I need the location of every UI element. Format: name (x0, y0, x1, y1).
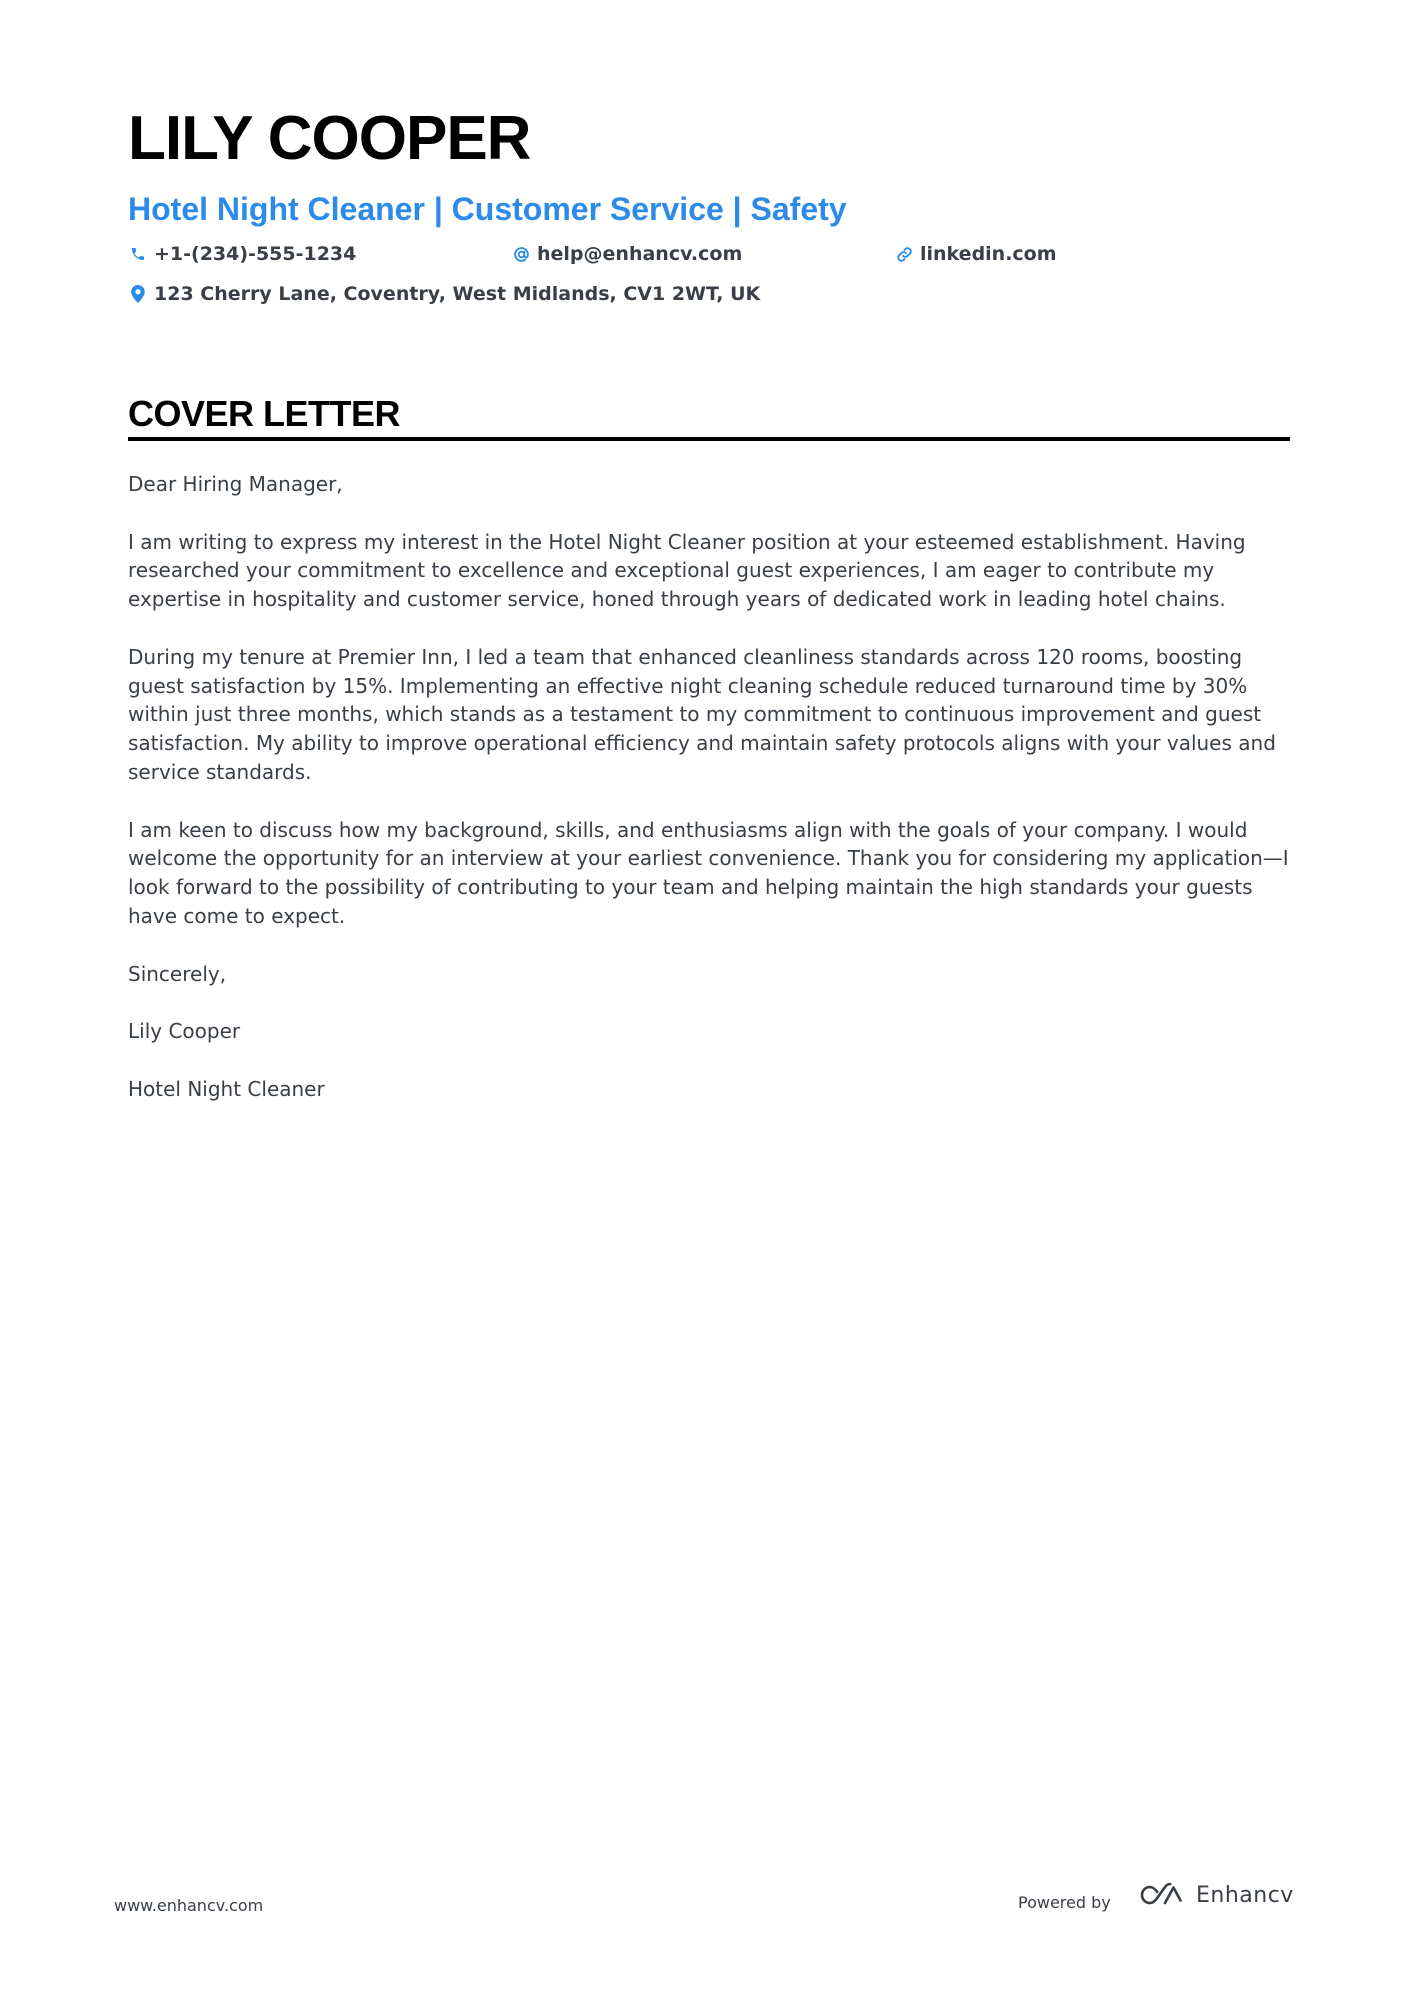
letter-salutation: Dear Hiring Manager, (128, 472, 343, 496)
powered-by-label: Powered by (1018, 1893, 1111, 1912)
section-divider (128, 437, 1290, 441)
candidate-name: LILY COOPER (128, 104, 531, 173)
letter-paragraph: I am writing to express my interest in the Hotel Night Cleaner position at your esteemed establishment. Having researched your commitment to excellence and exceptional guest experiences, I am eager to contribute my expertise in hospitality and customer service, honed through years of dedicated work in leading hotel chains. (128, 529, 1246, 612)
link-icon (894, 244, 914, 264)
candidate-headline: Hotel Night Cleaner | Customer Service | Safety (128, 191, 847, 227)
footer-website[interactable]: www.enhancv.com (114, 1896, 264, 1915)
signature-name: Lily Cooper (128, 1019, 241, 1044)
contact-email (511, 243, 742, 265)
letter-paragraph: I am keen to discuss how my background, skills, and enthusiasms align with the goals of your company. I would welcome the opportunity for an interview at your earliest convenience. Thank you for considering my application—I look forward to the possibility of contributing to your team and helping maintain the high standards your guests have come to expect. (128, 817, 1289, 928)
phone-icon (128, 244, 148, 264)
at-icon (511, 244, 531, 264)
signature-title: Hotel Night Cleaner (128, 1076, 325, 1101)
letter-closing: Sincerely, (128, 961, 227, 986)
brand-name: Enhancv (1196, 1882, 1294, 1908)
contact-linkedin (894, 243, 1057, 265)
contact-linkedin-text[interactable]: linkedin.com (920, 243, 1057, 265)
contact-address (128, 283, 760, 305)
enhancv-logo-icon (1138, 1882, 1184, 1908)
contact-address-text: 123 Cherry Lane, Coventry, West Midlands, CV1 2WT, UK (154, 283, 761, 305)
location-pin-icon (128, 284, 148, 304)
letter-paragraph: During my tenure at Premier Inn, I led a team that enhanced cleanliness standards across 120 rooms, boosting guest satisfaction by 15%. Implementing an effective night cleaning schedule reduced turnaround time by 30% within just three months, which stands as a testament to my commitment to continuous improvement and guest satisfaction. My ability to improve operational efficiency and maintain safety protocols aligns with your values and service standards. (128, 644, 1276, 784)
contact-phone (128, 243, 356, 265)
brand-logo[interactable] (1138, 1882, 1294, 1908)
contact-email-text[interactable]: help@enhancv.com (537, 243, 743, 265)
contact-phone-text: +1-(234)-555-1234 (154, 243, 357, 265)
letter-body (128, 470, 1298, 1132)
section-title: COVER LETTER (128, 393, 401, 434)
